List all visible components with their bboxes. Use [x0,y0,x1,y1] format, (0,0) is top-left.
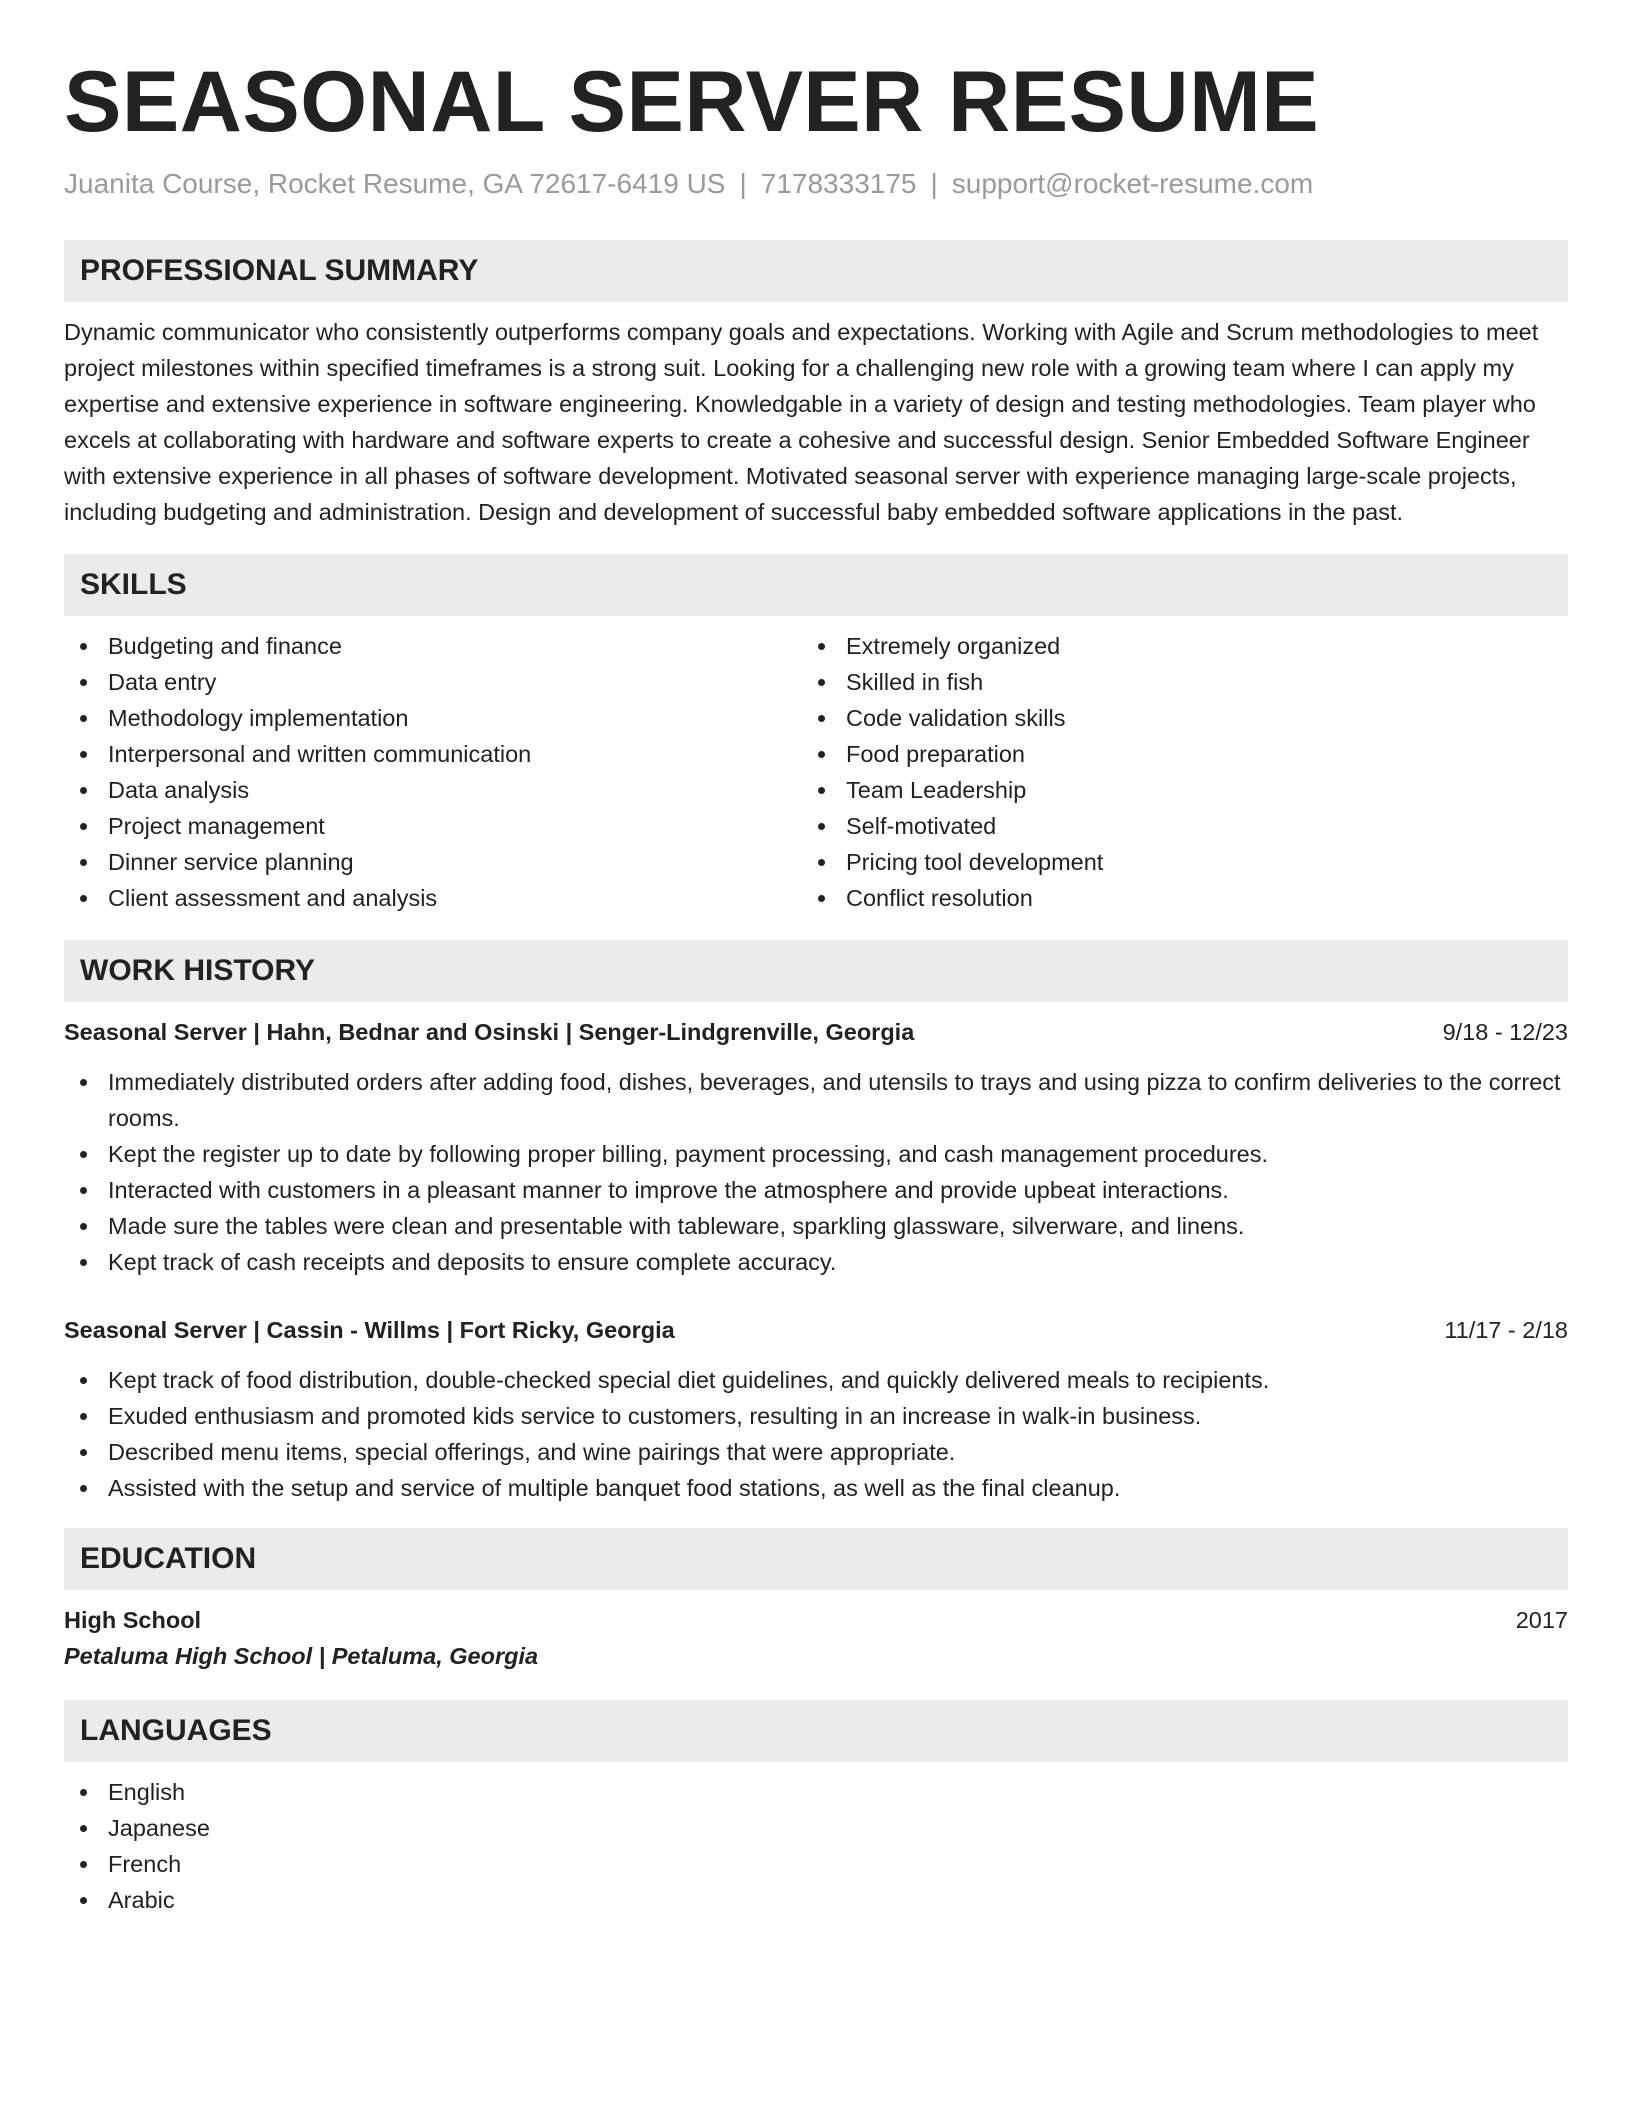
job-entry [64,1014,1568,1280]
language-item: Arabic [64,1882,1568,1918]
job-bullet: Interacted with customers in a pleasant manner to improve the atmosphere and provide upbeat interactions. [64,1172,1568,1208]
section-heading-education: EDUCATION [64,1528,1568,1590]
education-header [64,1602,1568,1638]
contact-address: Juanita Course, Rocket Resume, GA 72617-6419 US [64,168,726,199]
contact-separator: | [930,168,938,199]
skill-item: Dinner service planning [64,844,802,880]
job-header [64,1312,1568,1348]
contact-phone: 7178333175 [760,168,917,199]
job-bullet: Described menu items, special offerings, and wine pairings that were appropriate. [64,1434,1568,1470]
language-item: Japanese [64,1810,1568,1846]
job-dates: 11/17 - 2/18 [1444,1317,1568,1343]
job-bullet: Kept track of cash receipts and deposits to ensure complete accuracy. [64,1244,1568,1280]
language-item: French [64,1846,1568,1882]
skill-item: Food preparation [802,736,1540,772]
skill-item: Interpersonal and written communication [64,736,802,772]
skill-item: Conflict resolution [802,880,1540,916]
job-title: Seasonal Server | Cassin - Willms | Fort Ricky, Georgia [64,1317,675,1343]
job-bullets [64,1362,1568,1506]
job-bullet: Assisted with the setup and service of multiple banquet food stations, as well as the final cleanup. [64,1470,1568,1506]
skill-item: Project management [64,808,802,844]
education-year: 2017 [1515,1607,1568,1633]
skill-item: Self-motivated [802,808,1540,844]
summary-text: Dynamic communicator who consistently outperforms company goals and expectations. Working with Agile and Scrum methodologies to meet project milestones within specified timeframes is a strong suit. Looking for a challenging new role with a growing team where I can apply my expertise and extensive experience in software engineering. Knowledgable in a variety of design and testing methodologies. Team player who excels at collaborating with hardware and software experts to create a cohesive and successful design. Senior Embedded Software Engineer with extensive experience in all phases of software development. Motivated seasonal server with experience managing large-scale projects, including budgeting and administration. Design and development of successful baby embedded software applications in the past. [64,319,1539,525]
job-dates: 9/18 - 12/23 [1442,1019,1568,1045]
job-bullet: Exuded enthusiasm and promoted kids service to customers, resulting in an increase in walk-in business. [64,1398,1568,1434]
skill-item: Code validation skills [802,700,1540,736]
job-bullet: Immediately distributed orders after adding food, dishes, beverages, and utensils to trays and using pizza to confirm deliveries to the correct rooms. [64,1064,1568,1136]
skill-item: Client assessment and analysis [64,880,802,916]
skill-item: Extremely organized [802,628,1540,664]
contact-email: support@rocket-resume.com [951,168,1314,199]
language-item: English [64,1774,1568,1810]
job-title: Seasonal Server | Hahn, Bednar and Osinski | Senger-Lindgrenville, Georgia [64,1019,915,1045]
skill-item: Team Leadership [802,772,1540,808]
skill-item: Data analysis [64,772,802,808]
skills-list-left [64,628,802,916]
contact-separator: | [739,168,747,199]
section-heading-languages: LANGUAGES [64,1700,1568,1762]
job-entry [64,1312,1568,1506]
skill-item: Skilled in fish [802,664,1540,700]
contact-line [64,166,1568,202]
job-bullets [64,1064,1568,1280]
skills-list-right [802,628,1540,916]
skill-item: Budgeting and finance [64,628,802,664]
skill-item: Pricing tool development [802,844,1540,880]
job-bullet: Kept track of food distribution, double-checked special diet guidelines, and quickly delivered meals to recipients. [64,1362,1568,1398]
section-heading-skills: SKILLS [64,554,1568,616]
job-bullet: Made sure the tables were clean and presentable with tableware, sparkling glassware, silverware, and linens. [64,1208,1568,1244]
skills-grid [64,628,1568,916]
skill-item: Methodology implementation [64,700,802,736]
languages-list [64,1774,1568,1918]
section-heading-summary: PROFESSIONAL SUMMARY [64,240,1568,302]
skill-item: Data entry [64,664,802,700]
section-heading-work-history: WORK HISTORY [64,940,1568,1002]
education-entry [64,1602,1568,1674]
education-school: Petaluma High School | Petaluma, Georgia [64,1643,539,1669]
job-header [64,1014,1568,1050]
job-bullet: Kept the register up to date by following proper billing, payment processing, and cash management procedures. [64,1136,1568,1172]
page-title: SEASONAL SERVER RESUME [64,54,1320,150]
education-degree: High School [64,1607,202,1633]
